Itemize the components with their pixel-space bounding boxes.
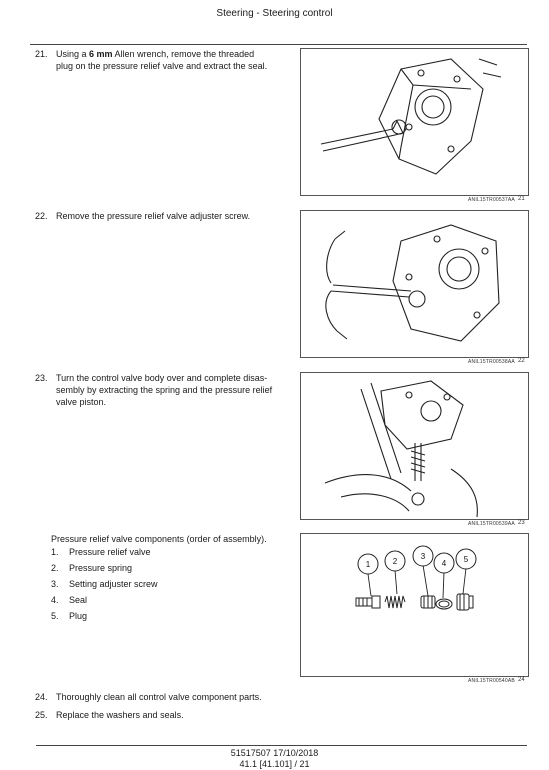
list-item: 3. Setting adjuster screw bbox=[51, 579, 158, 589]
step-24 bbox=[35, 691, 290, 705]
footer-rule bbox=[36, 745, 527, 746]
figure-22-ref: ANIL15TR00538AA bbox=[468, 359, 515, 365]
step-22 bbox=[35, 210, 290, 224]
figure-24-image bbox=[300, 533, 529, 677]
step-text: Remove the pressure relief valve adjuster screw. bbox=[56, 211, 251, 221]
figure-24-number: 24 bbox=[518, 677, 525, 683]
figure-21-image bbox=[300, 48, 529, 196]
step-text: Turn the control valve body over and complete disas- bbox=[56, 373, 268, 383]
list-item: 2. Pressure spring bbox=[51, 563, 133, 573]
step-text: valve piston. bbox=[56, 397, 107, 407]
figure-22-number: 22 bbox=[518, 358, 525, 364]
callout-4: 4 bbox=[441, 559, 447, 568]
figure-22-image bbox=[300, 210, 529, 358]
list-item: 1. Pressure relief valve bbox=[51, 547, 151, 557]
figure-23-image bbox=[300, 372, 529, 520]
list-item: 5. Plug bbox=[51, 611, 88, 621]
figure-23-number: 23 bbox=[518, 520, 525, 526]
step-number: 23. bbox=[35, 373, 48, 383]
components-list bbox=[51, 544, 296, 624]
components-exploded-view bbox=[301, 534, 528, 676]
header-rule bbox=[30, 44, 527, 45]
step-number: 21. bbox=[35, 49, 48, 59]
callout-5: 5 bbox=[463, 555, 469, 564]
footer-page-number: 41.1 [41.101] / 21 bbox=[239, 759, 310, 769]
adjuster-screw-removal-illustration bbox=[301, 211, 528, 357]
callout-1: 1 bbox=[365, 560, 371, 569]
step-text: plug on the pressure relief valve and extract the seal. bbox=[56, 61, 268, 71]
step-25 bbox=[35, 709, 290, 723]
step-text: Thoroughly clean all control valve component parts. bbox=[56, 692, 262, 702]
figure-21-number: 21 bbox=[518, 196, 525, 202]
components-title: Pressure relief valve components (order of assembly). bbox=[51, 534, 267, 544]
spring-and-piston-extraction-illustration bbox=[301, 373, 528, 519]
step-number: 25. bbox=[35, 710, 48, 720]
list-item: 4. Seal bbox=[51, 595, 88, 605]
figure-23-ref: ANIL15TR00539AA bbox=[468, 521, 515, 527]
valve-body-illustration bbox=[301, 49, 528, 195]
page-header-title: Steering - Steering control bbox=[216, 8, 333, 19]
step-text: Replace the washers and seals. bbox=[56, 710, 184, 720]
step-text: Using a 6 mm Allen wrench, remove the threaded bbox=[56, 49, 255, 59]
step-text: sembly by extracting the spring and the pressure relief bbox=[56, 385, 273, 395]
step-number: 24. bbox=[35, 692, 48, 702]
step-21 bbox=[35, 48, 290, 74]
callout-2: 2 bbox=[392, 557, 398, 566]
callout-3: 3 bbox=[420, 552, 426, 561]
figure-24-ref: ANIL15TR00540AB bbox=[468, 678, 515, 684]
figure-21-ref: ANIL15TR00537AA bbox=[468, 197, 515, 203]
step-number: 22. bbox=[35, 211, 48, 221]
step-23 bbox=[35, 372, 290, 410]
footer-doc-id: 51517507 17/10/2018 bbox=[230, 748, 319, 758]
